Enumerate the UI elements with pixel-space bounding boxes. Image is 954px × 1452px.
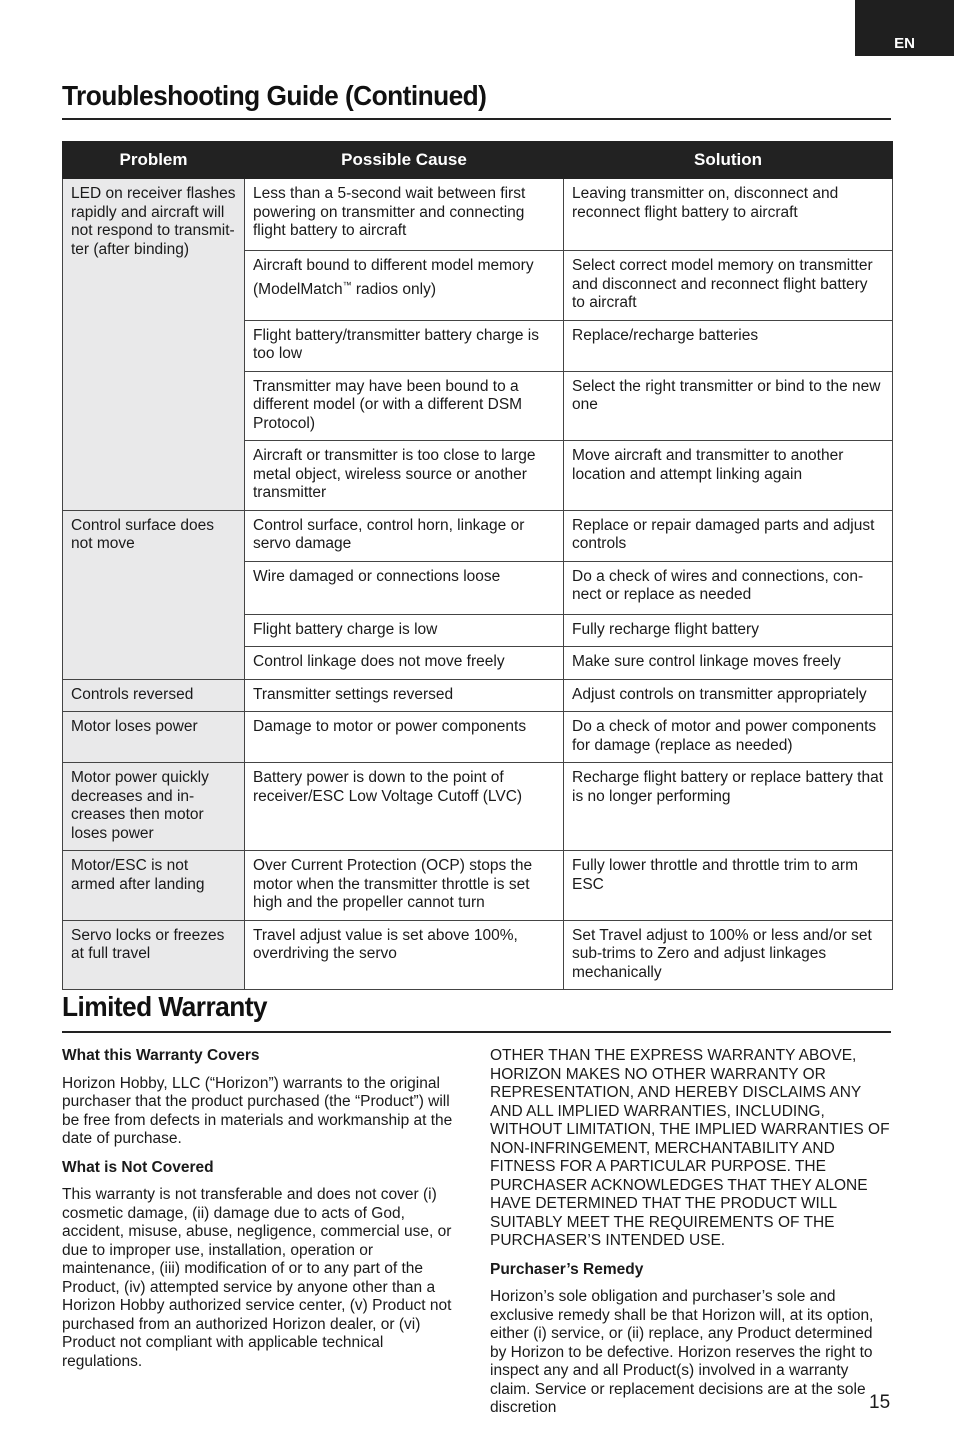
not-covered-heading: What is Not Covered xyxy=(62,1158,214,1176)
cause-cell: Travel adjust value is set above 100%, overdriving the servo xyxy=(245,920,564,990)
remedy-text: Horizon’s sole obligation and purchaser’s sole and exclusive remedy shall be that Horizon will, at its option, either (i) service, or (ii) replace, any Product determined by Horizon to be defective. Horizon reserves the right to inspect any and all Product(s) involved in a warranty claim. Service or replacement decisions are at the sole discretion xyxy=(490,1288,874,1416)
covers-heading: What this Warranty Covers xyxy=(62,1047,260,1064)
problem-cell: Motor/ESC is not armed after landing xyxy=(63,851,245,921)
solution-cell: Make sure control linkage moves freely xyxy=(564,647,893,680)
solution-cell: Select the right transmitter or bind to the new one xyxy=(564,371,893,441)
cause-cell: Transmitter may have been bound to a different model (or with a different DSM Protocol) xyxy=(245,371,564,441)
header-problem: Problem xyxy=(63,142,245,179)
covers-text: Horizon Hobby, LLC (“Horizon”) warrants to the original purchaser that the product purchased (the “Product”) will be free from defects in materials and workmanship at the date of purchase. xyxy=(62,1074,453,1147)
solution-cell: Fully lower throttle and throttle trim to arm ESC xyxy=(564,851,893,921)
problem-cell: Motor power quickly decreases and in-creases then motor loses power xyxy=(63,763,245,851)
header-solution: Solution xyxy=(564,142,893,179)
cause-cell: Battery power is down to the point of receiver/ESC Low Voltage Cutoff (LVC) xyxy=(245,763,564,851)
cause-cell: Aircraft bound to different model memory (ModelMatch™ radios only) xyxy=(245,251,564,321)
table-row xyxy=(63,179,893,251)
remedy-heading: Purchaser’s Remedy xyxy=(490,1260,644,1278)
problem-cell: Controls reversed xyxy=(63,679,245,712)
table-row xyxy=(63,712,893,763)
problem-cell: LED on receiver flashes rapidly and aircraft will not respond to transmit-ter (after binding) xyxy=(63,179,245,511)
warranty-title: Limited Warranty xyxy=(62,991,267,1022)
table-row xyxy=(63,763,893,851)
cause-cell: Transmitter settings reversed xyxy=(245,679,564,712)
solution-cell: Fully recharge flight battery xyxy=(564,614,893,647)
not-covered-text: This warranty is not transferable and does not cover (i) cosmetic damage, (ii) damage due to acts of God, accident, misuse, abuse, negligence, commercial use, or due to improper use, installation, operation or maintenance, (iii) modification of or to any part of the Product, (iv) attempted service by anyone other than a Horizon Hobby authorized service center, (v) Product not purchased from an authorized Horizon dealer, or (vi) Product not compliant with applicable technical regulations. xyxy=(62,1186,452,1370)
problem-cell: Control surface does not move xyxy=(63,510,245,679)
header-possible-cause: Possible Cause xyxy=(245,142,564,179)
problem-cell: Motor loses power xyxy=(63,712,245,763)
cause-cell: Control surface, control horn, linkage or servo damage xyxy=(245,510,564,561)
solution-cell: Recharge flight battery or replace battery that is no longer performing xyxy=(564,763,893,851)
cause-cell: Flight battery/transmitter battery charge is too low xyxy=(245,320,564,371)
cause-cell: Less than a 5-second wait between first powering on transmitter and connecting flight battery to aircraft xyxy=(245,179,564,251)
cause-cell: Aircraft or transmitter is too close to large metal object, wireless source or another transmitter xyxy=(245,441,564,511)
solution-cell: Move aircraft and transmitter to another location and attempt linking again xyxy=(564,441,893,511)
solution-cell: Replace/recharge batteries xyxy=(564,320,893,371)
language-tab: EN xyxy=(855,0,954,56)
table-row xyxy=(63,920,893,990)
cause-cell: Flight battery charge is low xyxy=(245,614,564,647)
table-header-row xyxy=(63,142,893,179)
table-row xyxy=(63,510,893,561)
title-divider xyxy=(62,118,891,120)
solution-cell: Replace or repair damaged parts and adjust controls xyxy=(564,510,893,561)
table-row xyxy=(63,851,893,921)
troubleshooting-title: Troubleshooting Guide (Continued) xyxy=(62,80,487,111)
disclaimer-text: OTHER THAN THE EXPRESS WARRANTY ABOVE, HORIZON MAKES NO OTHER WARRANTY OR REPRESENTATION, AND HEREBY DISCLAIMS ANY AND ALL IMPLIED WARRANTIES, INCLUDING, WITHOUT LIMITATION, THE IMPLIED WARRANTIES OF NON-INFRINGEMENT, MERCHANTABILITY AND FITNESS FOR A PARTICULAR PURPOSE. THE PURCHASER ACKNOWLEDGES THAT THEY ALONE HAVE DETERMINED THAT THE PRODUCT WILL SUITABLY MEET THE REQUIREMENTS OF THE PURCHASER’S INTENDED USE. xyxy=(490,1047,890,1249)
warranty-left-column xyxy=(62,1047,462,1381)
cause-cell: Damage to motor or power components xyxy=(245,712,564,763)
warranty-right-column xyxy=(490,1047,892,1428)
table-row xyxy=(63,679,893,712)
cause-cell: Wire damaged or connections loose xyxy=(245,561,564,614)
solution-cell: Do a check of wires and connections, con-nect or replace as needed xyxy=(564,561,893,614)
cause-cell: Over Current Protection (OCP) stops the motor when the transmitter throttle is set high and the propeller cannot turn xyxy=(245,851,564,921)
solution-cell: Do a check of motor and power components for damage (replace as needed) xyxy=(564,712,893,763)
solution-cell: Select correct model memory on transmitter and disconnect and reconnect flight battery to aircraft xyxy=(564,251,893,321)
solution-cell: Leaving transmitter on, disconnect and reconnect flight battery to aircraft xyxy=(564,179,893,251)
troubleshooting-table xyxy=(62,141,893,990)
solution-cell: Adjust controls on transmitter appropriately xyxy=(564,679,893,712)
solution-cell: Set Travel adjust to 100% or less and/or set sub-trims to Zero and adjust linkages mechanically xyxy=(564,920,893,990)
page-number: 15 xyxy=(869,1392,891,1413)
problem-cell: Servo locks or freezes at full travel xyxy=(63,920,245,990)
cause-cell: Control linkage does not move freely xyxy=(245,647,564,680)
warranty-divider xyxy=(62,1031,891,1033)
